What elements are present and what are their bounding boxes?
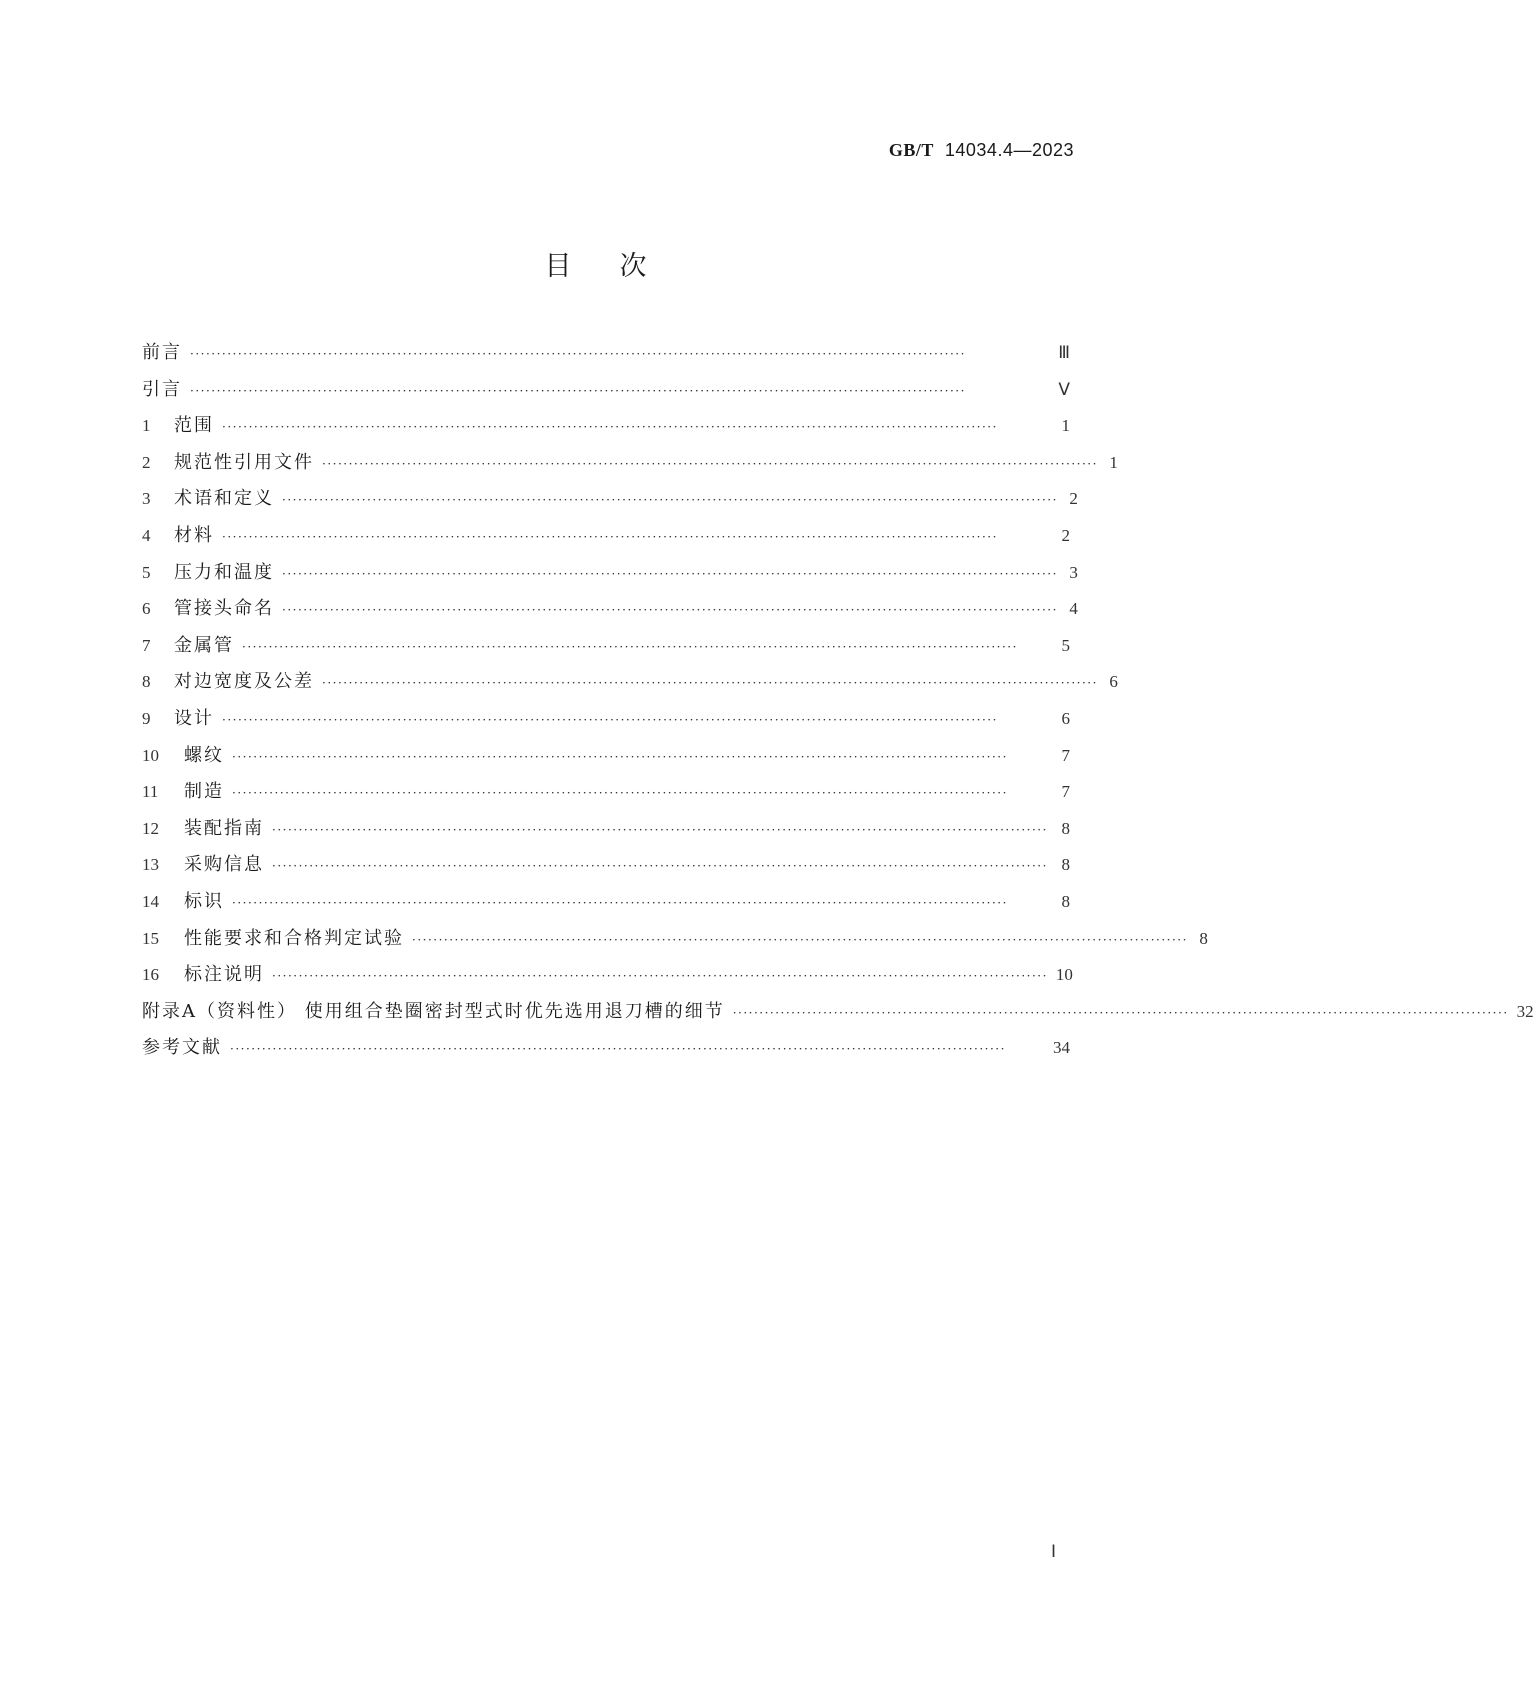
toc-entry-page: 6 (1061, 708, 1070, 728)
toc-leader-dots: ·················································································································································· (282, 493, 1058, 508)
toc-entry-9[interactable] (142, 704, 1070, 741)
toc-leader-dots: ·················································································································································· (232, 786, 1008, 801)
toc-entry-label: 附录A（资料性） 使用组合垫圈密封型式时优先选用退刀槽的细节 (142, 1000, 725, 1022)
toc-leader-dots: ·················································································································································· (272, 822, 1048, 837)
toc-leader-dots: ·················································································································································· (190, 347, 966, 361)
toc-entry-number: 14 (142, 891, 159, 911)
toc-entry-page: 7 (1061, 745, 1070, 765)
toc-entry-page: 8 (1061, 818, 1070, 838)
toc-entry-page: Ⅴ (1058, 379, 1070, 399)
toc-leader-dots: ·················································································································································· (322, 676, 1098, 691)
standard-code-number: 14034.4—2023 (944, 140, 1074, 160)
toc-entry-7[interactable] (142, 631, 1070, 668)
toc-entry-page: 6 (1109, 672, 1118, 692)
toc-leader-dots: ·················································································································································· (190, 383, 966, 398)
page-number: Ⅰ (1050, 1542, 1056, 1561)
toc-entry-number: 13 (142, 855, 159, 875)
toc-entry-number: 2 (142, 452, 151, 472)
toc-entry-bibliography[interactable] (142, 1033, 1070, 1070)
page-title: 目次 (544, 251, 695, 282)
toc-entry-foreword[interactable] (142, 338, 1070, 375)
toc-entry-page: 2 (1061, 525, 1070, 545)
toc-entry-page: Ⅲ (1058, 343, 1070, 362)
toc-entry-15[interactable] (142, 924, 1208, 961)
toc-leader-dots: ·················································································································································· (230, 1042, 1006, 1057)
toc-entry-14[interactable] (142, 887, 1070, 924)
toc-entry-label: 4 材料 (142, 524, 214, 546)
toc-entry-label: 参考文献 (142, 1037, 222, 1059)
toc-entry-page: 1 (1109, 452, 1118, 472)
toc-entry-number: 4 (142, 525, 151, 545)
toc-entry-page: 10 (1055, 965, 1073, 985)
toc-entry-8[interactable] (142, 667, 1118, 704)
toc-leader-dots: ·················································································································································· (732, 1005, 1509, 1020)
toc-entry-number: 10 (142, 745, 159, 765)
toc-entry-number: 16 (142, 965, 159, 985)
toc-entry-label: 6 管接头命名 (142, 598, 274, 620)
toc-entry-4[interactable] (142, 521, 1070, 558)
toc-entry-10[interactable] (142, 741, 1070, 778)
toc-entry-label: 8 对边宽度及公差 (142, 671, 314, 693)
toc-entry-label: 9 设计 (142, 707, 214, 729)
table-of-contents (142, 338, 1534, 1070)
toc-leader-dots: ·················································································································································· (222, 529, 998, 544)
toc-entry-page: 8 (1061, 891, 1070, 911)
toc-entry-page: 2 (1069, 489, 1078, 509)
toc-entry-6[interactable] (142, 594, 1078, 631)
toc-entry-number: 6 (142, 599, 151, 619)
toc-entry-page: 8 (1199, 928, 1208, 948)
toc-entry-page: 1 (1061, 416, 1070, 436)
toc-leader-dots: ·················································································································································· (222, 420, 998, 435)
toc-entry-5[interactable] (142, 558, 1078, 595)
toc-entry-number: 8 (142, 672, 151, 692)
toc-entry-1[interactable] (142, 411, 1070, 448)
toc-entry-number: 9 (142, 708, 151, 728)
toc-entry-label: 16 标注说明 (142, 964, 264, 986)
toc-entry-label: 14 标识 (142, 890, 224, 912)
toc-entry-introduction[interactable] (142, 375, 1070, 412)
toc-entry-number: 7 (142, 635, 151, 655)
toc-entry-page: 4 (1069, 599, 1078, 619)
toc-entry-number: 11 (142, 782, 159, 802)
toc-entry-annex-a[interactable] (142, 997, 1534, 1034)
toc-leader-dots: ·················································································································································· (282, 566, 1058, 581)
toc-leader-dots: ·················································································································································· (242, 639, 1018, 654)
toc-entry-label: 15 性能要求和合格判定试验 (142, 927, 404, 949)
toc-entry-page: 8 (1061, 855, 1070, 875)
toc-leader-dots: ·················································································································································· (272, 859, 1048, 874)
toc-entry-label: 前言 (142, 342, 182, 363)
standard-code-prefix: GB/T (888, 140, 934, 160)
toc-entry-page: 3 (1069, 562, 1078, 582)
toc-entry-label: 13 采购信息 (142, 854, 264, 876)
toc-entry-label: 2 规范性引用文件 (142, 451, 314, 473)
toc-leader-dots: ·················································································································································· (322, 456, 1098, 471)
toc-leader-dots: ·················································································································································· (222, 712, 998, 727)
toc-leader-dots: ·················································································································································· (232, 895, 1008, 910)
toc-entry-label: 11 制造 (142, 781, 224, 803)
toc-entry-number: 5 (142, 562, 151, 582)
toc-entry-13[interactable] (142, 850, 1070, 887)
toc-entry-label: 引言 (142, 378, 182, 400)
toc-entry-page: 5 (1061, 635, 1070, 655)
toc-entry-number: 3 (142, 489, 151, 509)
standard-code (889, 140, 1074, 161)
toc-entry-number: 15 (142, 928, 159, 948)
toc-leader-dots: ·················································································································································· (282, 603, 1058, 618)
toc-entry-11[interactable] (142, 777, 1070, 814)
toc-entry-label: 10 螺纹 (142, 744, 224, 766)
toc-entry-16[interactable] (142, 960, 1073, 997)
toc-leader-dots: ·················································································································································· (272, 969, 1048, 984)
toc-entry-page: 7 (1061, 782, 1070, 802)
toc-entry-page: 32 (1516, 1001, 1534, 1021)
toc-entry-label: 12 装配指南 (142, 817, 264, 839)
toc-entry-label: 1 范围 (142, 415, 214, 437)
toc-leader-dots: ·················································································································································· (412, 932, 1188, 947)
toc-entry-number: 12 (142, 818, 159, 838)
toc-entry-page: 34 (1053, 1038, 1070, 1058)
toc-entry-label: 5 压力和温度 (142, 561, 274, 583)
toc-entry-12[interactable] (142, 814, 1070, 851)
toc-entry-3[interactable] (142, 484, 1078, 521)
toc-leader-dots: ·················································································································································· (232, 749, 1008, 764)
toc-entry-label: 7 金属管 (142, 634, 234, 656)
toc-entry-number: 1 (142, 416, 151, 436)
toc-entry-label: 3 术语和定义 (142, 488, 274, 510)
toc-entry-2[interactable] (142, 448, 1118, 485)
